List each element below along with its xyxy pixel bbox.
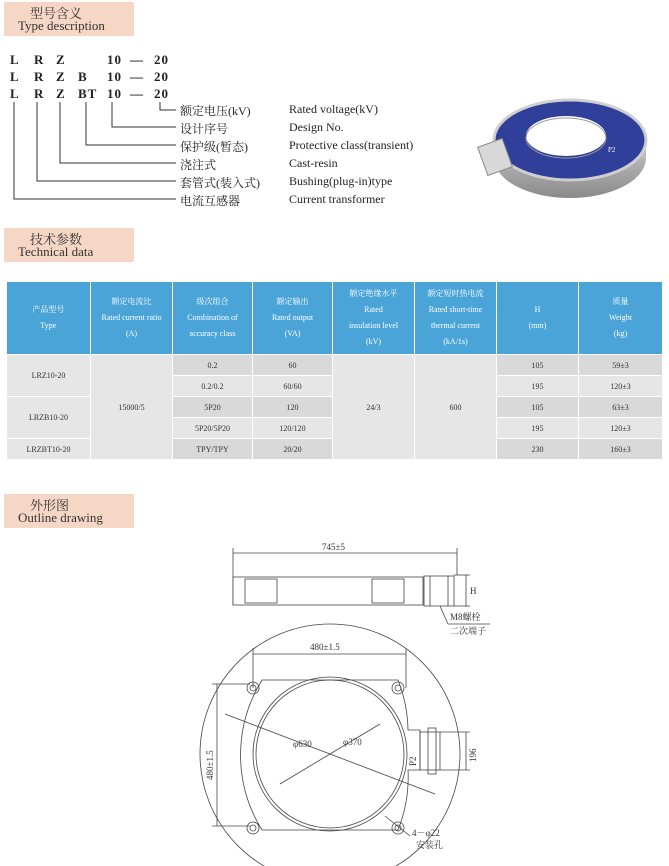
header-h: H (mm)	[497, 282, 579, 355]
cell-ratio: 15000/5	[91, 355, 173, 460]
cell-output: 60	[253, 355, 333, 376]
cell-type: LRZBT10-20	[7, 439, 91, 460]
dim-overall-width: 745±5	[322, 542, 345, 552]
cell-accuracy: 5P20	[173, 397, 253, 418]
cell-type: LRZB10-20	[7, 397, 91, 439]
meaning-en-voltage: Rated voltage(kV)	[289, 102, 378, 116]
technical-data-title-en: Technical data	[18, 244, 94, 259]
cell-thermal: 600	[415, 355, 497, 460]
header-accuracy: 级次组合 Combination of accuracy class	[173, 282, 253, 355]
header-insulation: 额定绝缘水平 Rated insulation level (kV)	[333, 282, 415, 355]
label-bolt: M8螺栓	[450, 612, 481, 622]
meaning-zh-protective: 保护级(暂态)	[180, 140, 248, 154]
meaning-en-bushing: Bushing(plug-in)type	[289, 174, 393, 188]
cell-weight: 120±3	[579, 376, 663, 397]
meaning-en-design: Design No.	[289, 120, 344, 134]
label-hole-desc: 安装孔	[416, 840, 444, 850]
label-p2: P2	[408, 756, 418, 766]
cell-output: 20/20	[253, 439, 333, 460]
cell-accuracy: 5P20/5P20	[173, 418, 253, 439]
dim-inner-width: 480±1.5	[310, 642, 340, 652]
meaning-zh-voltage: 额定电压(kV)	[180, 104, 251, 118]
cell-h: 195	[497, 418, 579, 439]
cell-accuracy: TPY/TPY	[173, 439, 253, 460]
cell-weight: 120±3	[579, 418, 663, 439]
header-weight: 质量 Weight (kg)	[579, 282, 663, 355]
photo-p2-mark: P2	[608, 146, 616, 154]
cell-h: 105	[497, 355, 579, 376]
type-description-title-en: Type description	[18, 18, 105, 33]
cell-output: 120/120	[253, 418, 333, 439]
cell-h: 195	[497, 376, 579, 397]
header-thermal: 额定短时热电流 Rated short-time thermal current (kA/1s)	[415, 282, 497, 355]
technical-data-title-zh: 技术参数	[30, 232, 83, 247]
label-holes: 4－φ22	[412, 828, 440, 838]
cell-type: LRZ10-20	[7, 355, 91, 397]
cell-weight: 59±3	[579, 355, 663, 376]
cell-h: 230	[497, 439, 579, 460]
meaning-zh-design: 设计序号	[180, 122, 229, 136]
dim-side-height: 480±1.5	[205, 750, 215, 780]
meaning-zh-transformer: 电流互感器	[180, 194, 241, 208]
cell-weight: 63±3	[579, 397, 663, 418]
cell-insulation: 24/3	[333, 355, 415, 460]
cell-accuracy: 0.2/0.2	[173, 376, 253, 397]
meaning-en-cast: Cast-resin	[289, 156, 338, 170]
outline-drawing-title-en: Outline drawing	[18, 510, 103, 525]
dim-outer-dia: φ630	[293, 739, 312, 749]
dim-box-height: 196	[468, 748, 478, 762]
header-type: 产品型号 Type	[7, 282, 91, 355]
meaning-en-transformer: Current transformer	[289, 192, 385, 206]
meaning-zh-bushing: 套管式(装入式)	[180, 176, 260, 190]
outline-drawing-title-zh: 外形图	[30, 498, 70, 513]
cell-accuracy: 0.2	[173, 355, 253, 376]
header-ratio: 额定电流比 Rated current ratio (A)	[91, 282, 173, 355]
cell-output: 60/60	[253, 376, 333, 397]
type-description-title-zh: 型号含义	[30, 6, 83, 21]
label-terminal: 二次端子	[450, 626, 487, 636]
meaning-zh-cast: 浇注式	[180, 158, 217, 172]
cell-h: 105	[497, 397, 579, 418]
header-output: 额定输出 Rated output (VA)	[253, 282, 333, 355]
dim-h: H	[470, 586, 477, 596]
cell-output: 120	[253, 397, 333, 418]
dim-inner-dia: φ370	[343, 737, 362, 747]
meaning-en-protective: Protective class(transient)	[289, 138, 414, 152]
cell-weight: 160±3	[579, 439, 663, 460]
